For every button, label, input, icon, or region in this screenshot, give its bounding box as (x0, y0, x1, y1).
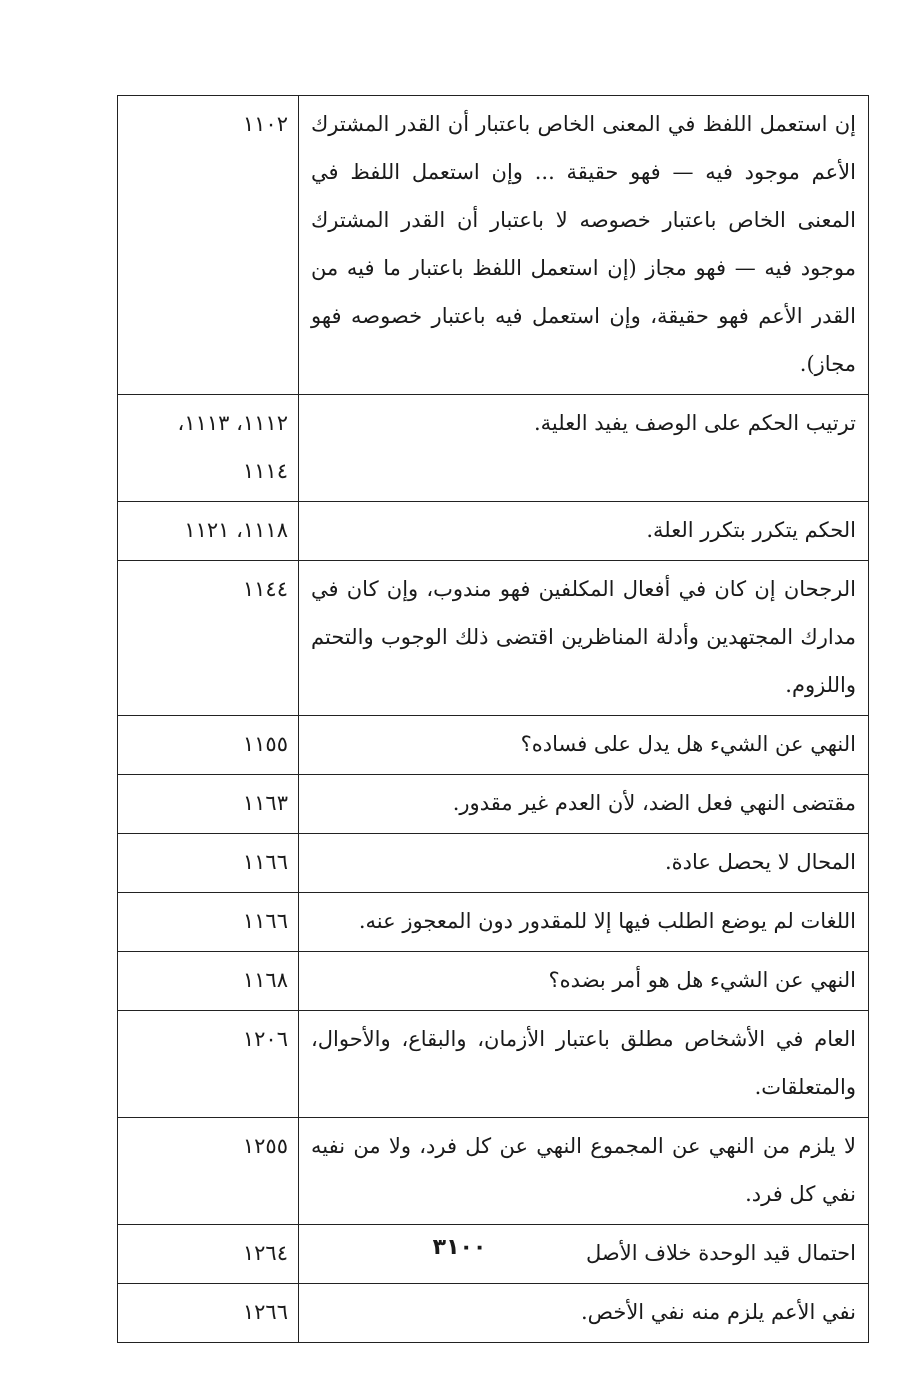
rule-text: نفي الأعم يلزم منه نفي الأخص. (299, 1284, 869, 1343)
rule-text: احتمال قيد الوحدة خلاف الأصل (299, 1225, 869, 1284)
table-row (118, 952, 869, 1011)
table-row (118, 775, 869, 834)
page-number: ٣١٠٠ (432, 1235, 487, 1260)
page-refs: ١١٥٥ (118, 716, 299, 775)
rule-text: الرجحان إن كان في أفعال المكلفين فهو مندوب، وإن كان في مدارك المجتهدين وأدلة المناظرين اقتضى ذلك الوجوب والتحتم واللزوم. (299, 561, 869, 716)
page-refs: ١١٦٨ (118, 952, 299, 1011)
page-refs: ١١٦٣ (118, 775, 299, 834)
rule-text: الحكم يتكرر بتكرر العلة. (299, 502, 869, 561)
page-refs: ١١٦٦ (118, 893, 299, 952)
rule-text: النهي عن الشيء هل هو أمر بضده؟ (299, 952, 869, 1011)
table-row (118, 716, 869, 775)
page-refs: ١٢٦٦ (118, 1284, 299, 1343)
rule-text: النهي عن الشيء هل يدل على فساده؟ (299, 716, 869, 775)
rule-text: إن استعمل اللفظ في المعنى الخاص باعتبار أن القدر المشترك الأعم موجود فيه — فهو حقيقة ... وإن استعمل اللفظ في المعنى الخاص باعتبار خصوصه لا باعتبار أن القدر المشترك موجود فيه — فهو مجاز (إن استعمل اللفظ باعتبار ما فيه من القدر الأعم فهو حقيقة، وإن استعمل فيه باعتبار خصوصه فهو مجاز). (299, 96, 869, 395)
table-row (118, 1118, 869, 1225)
page-refs: ١١١٢، ١١١٣، ١١١٤ (118, 395, 299, 502)
rule-text: العام في الأشخاص مطلق باعتبار الأزمان، والبقاع، والأحوال، والمتعلقات. (299, 1011, 869, 1118)
table-row (118, 1284, 869, 1343)
rule-text: المحال لا يحصل عادة. (299, 834, 869, 893)
table-row (118, 1011, 869, 1118)
page-refs: ١٢٥٥ (118, 1118, 299, 1225)
table-row (118, 96, 869, 395)
page-refs: ١٢٠٦ (118, 1011, 299, 1118)
page-refs: ١١٤٤ (118, 561, 299, 716)
rule-text: اللغات لم يوضع الطلب فيها إلا للمقدور دون المعجوز عنه. (299, 893, 869, 952)
table-row (118, 893, 869, 952)
page-refs: ١١٦٦ (118, 834, 299, 893)
table-row (118, 502, 869, 561)
table-row (118, 834, 869, 893)
table-row (118, 561, 869, 716)
rule-text: مقتضى النهي فعل الضد، لأن العدم غير مقدور. (299, 775, 869, 834)
page-refs: ١١١٨، ١١٢١ (118, 502, 299, 561)
page-refs: ١٢٦٤ (118, 1225, 299, 1284)
rule-text: ترتيب الحكم على الوصف يفيد العلية. (299, 395, 869, 502)
page-refs: ١١٠٢ (118, 96, 299, 395)
rules-index-body (118, 96, 869, 1343)
rule-text: لا يلزم من النهي عن المجموع النهي عن كل فرد، ولا من نفيه نفي كل فرد. (299, 1118, 869, 1225)
table-row (118, 395, 869, 502)
rules-index-table (117, 95, 869, 1343)
